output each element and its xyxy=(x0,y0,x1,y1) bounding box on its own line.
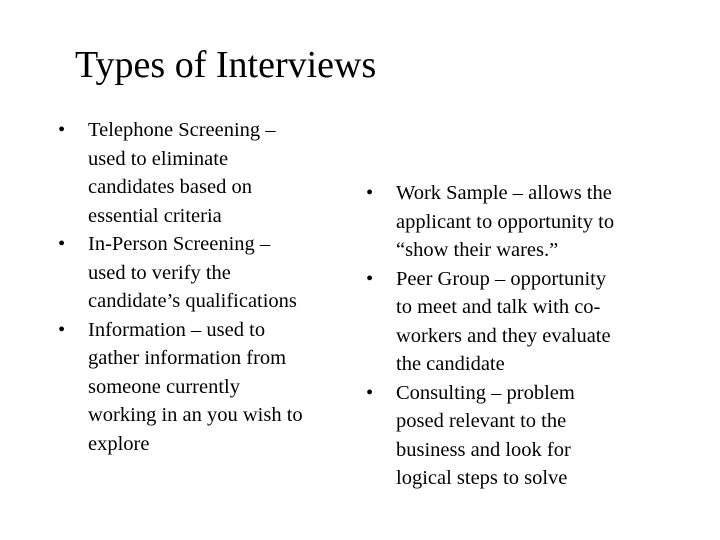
bullet-text-line: candidate’s qualifications xyxy=(88,290,297,312)
bullet-text-line: to meet and talk with co- xyxy=(396,296,601,318)
slide-title: Types of Interviews xyxy=(75,44,377,86)
bullet-text-line: business and look for xyxy=(396,438,571,461)
bullet-text-line: candidates based on xyxy=(88,176,252,198)
left-bullet-list xyxy=(58,116,348,458)
bullet-text-line: the candidate xyxy=(396,353,505,375)
bullet-text-line: Telephone Screening – xyxy=(88,119,276,141)
bullet-text-line: working in an you wish to xyxy=(88,404,303,426)
bullet-text-line: workers and they evaluate xyxy=(396,324,611,347)
bullet-item-information xyxy=(58,316,348,459)
bullet-item-telephone-screening xyxy=(58,116,348,230)
bullet-text-line: used to eliminate xyxy=(88,147,229,170)
bullet-text-line: logical steps to solve xyxy=(396,467,568,489)
bullet-item-work-sample xyxy=(366,179,666,265)
bullet-icon: • xyxy=(366,267,374,290)
bullet-text-line: used to verify the xyxy=(88,261,231,284)
bullet-icon: • xyxy=(58,119,66,141)
bullet-text-line: Peer Group – opportunity xyxy=(396,267,607,290)
bullet-text-line: posed relevant to the xyxy=(396,410,567,432)
bullet-text-line: Consulting – problem xyxy=(396,381,575,404)
right-bullet-list xyxy=(366,179,666,493)
bullet-text-line: Information – used to xyxy=(88,318,266,341)
bullet-icon: • xyxy=(366,182,374,204)
bullet-item-in-person-screening xyxy=(58,230,348,316)
bullet-text-line: In-Person Screening – xyxy=(88,233,271,255)
bullet-text-line: Work Sample – allows the xyxy=(396,182,612,204)
bullet-item-peer-group xyxy=(366,265,666,379)
bullet-text-line: applicant to opportunity to xyxy=(396,210,615,233)
bullet-text-line: “show their wares.” xyxy=(396,239,559,261)
bullet-text-line: someone currently xyxy=(88,375,240,398)
bullet-icon: • xyxy=(366,381,374,404)
bullet-text-line: essential criteria xyxy=(88,204,222,227)
bullet-icon: • xyxy=(58,318,66,341)
bullet-item-consulting xyxy=(366,379,666,493)
bullet-icon: • xyxy=(58,233,66,255)
bullet-text-line: gather information from xyxy=(88,347,287,369)
bullet-text-line: explore xyxy=(88,432,150,455)
